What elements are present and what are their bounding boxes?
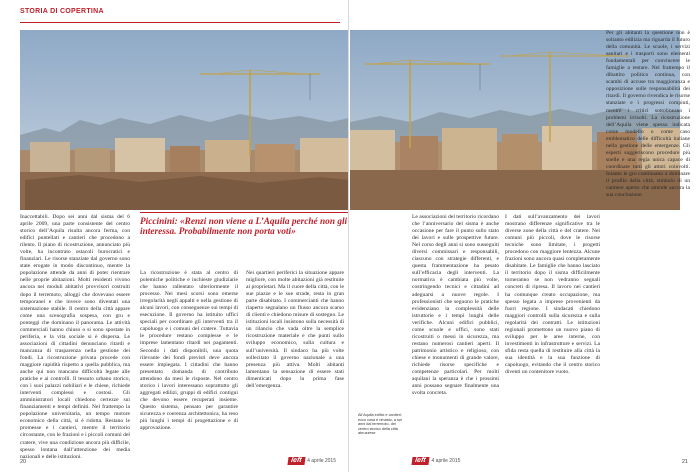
column-4-text: Le associazioni del territorio ricordano che l’anniversario del sisma è anche occasione per fare il punto sullo stato dei lavori e sulle prospettive future. Nel corso degli anni si sono susseguiti diversi commissari e responsabili, ciascuno con strategie differenti, e questa frammentazione ha pesato sull’efficacia degli interventi. La normativa è cambiata più volte, costringendo tecnici e cittadini ad adeguarsi a nuove regole. I professionisti che seguono le pratiche evidenziano la complessità delle istruttorie e i tempi lunghi delle verifiche. Alcuni edifici pubblici, come scuole e uffici, sono stati ricostruiti o messi in sicurezza, ma restano numerosi cantieri aperti. Il patrimonio artistico e religioso, con chiese e monumenti di grande valore, richiede risorse specifiche e competenze particolari. Per molti aquilani la speranza è che i prossimi anni possano segnare finalmente una svolta concreta. (412, 214, 499, 397)
column-3-text: Nei quartieri periferici la situazione appare migliore, con molte abitazioni già restituite ai proprietari. Ma il cuore della città, con le sue piazze e le sue strade, resta in gran parte disabitato. I commercianti che hanno riaperto segnalano un flusso ancora scarso di clienti e chiedono misure di sostegno. Le istituzioni locali insistono sulla necessità di un rilancio che vada oltre la semplice ricostruzione materiale e che punti sullo sviluppo economico, sulla cultura e sull’università. Il sindaco ha più volte sollecitato il governo nazionale a una presenza più attiva. Molti abitanti lamentano la sensazione di essere stati dimenticati dopo la prima fase dell’emergenza. (246, 270, 344, 389)
photo-caption: All’Aquila edifici e cantieri: ecco cosa è rimasto, a sei anni dal terremoto, del centro storico della città abruzzese (358, 413, 402, 436)
section-label: STORIA DI COPERTINA (20, 8, 104, 15)
brand-logo: left (287, 457, 305, 465)
brand-logo-right: left (411, 457, 429, 465)
pull-quote: Piccinini: «Renzi non viene a L’Aquila perché non gli interessa. Probabilmente non porta voti» (140, 217, 348, 238)
left-page (0, 0, 349, 472)
footer-left (288, 457, 336, 465)
column-5 (505, 214, 600, 459)
column-5-text: I dati sull’avanzamento dei lavori mostrano differenze significative tra le diverse zone della città e del cratere. Nei comuni più piccoli, dove le risorse tecniche sono limitate, i progetti procedono con maggiore lentezza. Alcune frazioni sono ancora quasi completamente disabitate. Le famiglie che hanno lasciato il territorio dopo il sisma difficilmente torneranno se non vedranno segnali concreti di ripresa. Il lavoro nei cantieri ha comunque creato occupazione, ma spesso legata a imprese provenienti da fuori regione. I sindacati chiedono maggiori controlli sulla sicurezza e sulla regolarità dei contratti. Le istituzioni regionali promettono un nuovo piano di sviluppo per le aree interne, con investimenti in infrastrutture e servizi. La sfida resta quella di restituire alla città la sua identità e la sua funzione di capoluogo, evitando che il centro storico diventi un contenitore vuoto. (505, 214, 600, 376)
column-6 (606, 30, 690, 459)
city-photo-left (20, 30, 349, 210)
issue-date-left: 4 aprile 2015 (307, 458, 336, 464)
column-3 (246, 270, 344, 459)
page-number-left: 20 (20, 459, 27, 465)
footer-right (412, 457, 460, 465)
column-4 (412, 214, 499, 459)
column-1 (20, 214, 130, 459)
column-1-text: Inaccettabili. Dopo sei anni dal sisma del 6 aprile 2009, una parte consistente del centro storico dell’Aquila risulta ancora ferma, con edifici puntellati e cantieri che procedono a rilento. Il piano di ricostruzione, annunciato più volte, ha incontrato ostacoli burocratici e finanziari. Le risorse stanziate dal governo sono state erogate in modo discontinuo, mentre la popolazione attende da anni di poter rientrare nelle proprie abitazioni. Molti residenti vivono ancora nei moduli abitativi provvisori costruiti dopo il terremoto, alloggi che dovevano essere temporanei e che invece sono diventati una sistemazione stabile. Il centro della città appare come una scenografia sospesa, con gru e ponteggi che dominano il panorama. Le attività commerciali hanno chiuso o si sono spostate in periferia, e la vita sociale si è dispersa. Le associazioni di cittadini denunciano ritardi e mancanza di trasparenza nella gestione dei fondi. La ricostruzione privata procede con maggiore rapidità rispetto a quella pubblica, ma anche qui non mancano difficoltà legate alle pratiche e ai controlli. Il tessuto urbano storico, con i suoi palazzi nobiliari e le chiese, richiede interventi complessi e costosi. Gli amministratori locali chiedono certezze sui finanziamenti e tempi definiti. Nel frattempo la popolazione universitaria, un tempo motore economico della città, si è ridotta. Restano le promesse e i cantieri, mentre il territorio circostante, con le frazioni e i piccoli comuni del cratere, vive una condizione ancora più difficile, spesso lontana dall’attenzione dei media nazionali e delle istituzioni. (20, 214, 130, 459)
right-page (350, 0, 700, 472)
issue-date-right: 4 aprile 2015 (431, 458, 461, 464)
pull-quote-box (140, 212, 349, 264)
section-rule (20, 22, 340, 23)
column-2-text: La ricostruzione è stata al centro di polemiche politiche e inchieste giudiziarie che hanno rallentato ulteriormente il processo. Nei mesi scorsi sono emerse irregolarità negli appalti e nella gestione di alcuni lavori, con conseguenze sui tempi di esecuzione. Il governo ha istituito uffici speciali per coordinare gli interventi tra il capoluogo e i comuni del cratere. Tuttavia le procedure restano complesse e le imprese lamentano ritardi nei pagamenti. Secondo i dati disponibili, una quota rilevante dei fondi previsti deve ancora essere impiegata. I cittadini che hanno presentato domanda di contributo attendono da mesi le risposte. Nel centro storico i lavori interessano soprattutto gli aggregati edilizi, gruppi di edifici contigui che devono essere recuperati insieme. Questo sistema, pensato per garantire sicurezza e coerenza architettonica, ha reso più lunghi i tempi di progettazione e di approvazione. (140, 270, 238, 432)
column-6-text: Per gli abitanti la questione non è soltanto edilizia ma riguarda il futuro della comunità. Le scuole, i servizi sanitari e i trasporti sono elementi fondamentali per convincere le famiglie a restare. Nel frattempo il dibattito politico continua, con scambi di accuse tra maggioranza e opposizione sulle responsabilità dei ritardi. Il governo rivendica le risorse stanziate e i progressi compiuti, mentre i critici sottolineano i problemi irrisolti. La ricostruzione dell’Aquila viene spesso indicata come modello o come caso emblematico delle difficoltà italiane nella gestione delle emergenze. Gli esperti suggeriscono procedure più snelle e una regia unica capace di coordinare tutti gli attori coinvolti. Intanto le gru continuano a dominare il profilo della città, simbolo di un cantiere aperto che attende ancora la sua conclusione. (606, 30, 690, 199)
column-2 (140, 270, 238, 459)
page-number-right: 21 (681, 459, 688, 465)
